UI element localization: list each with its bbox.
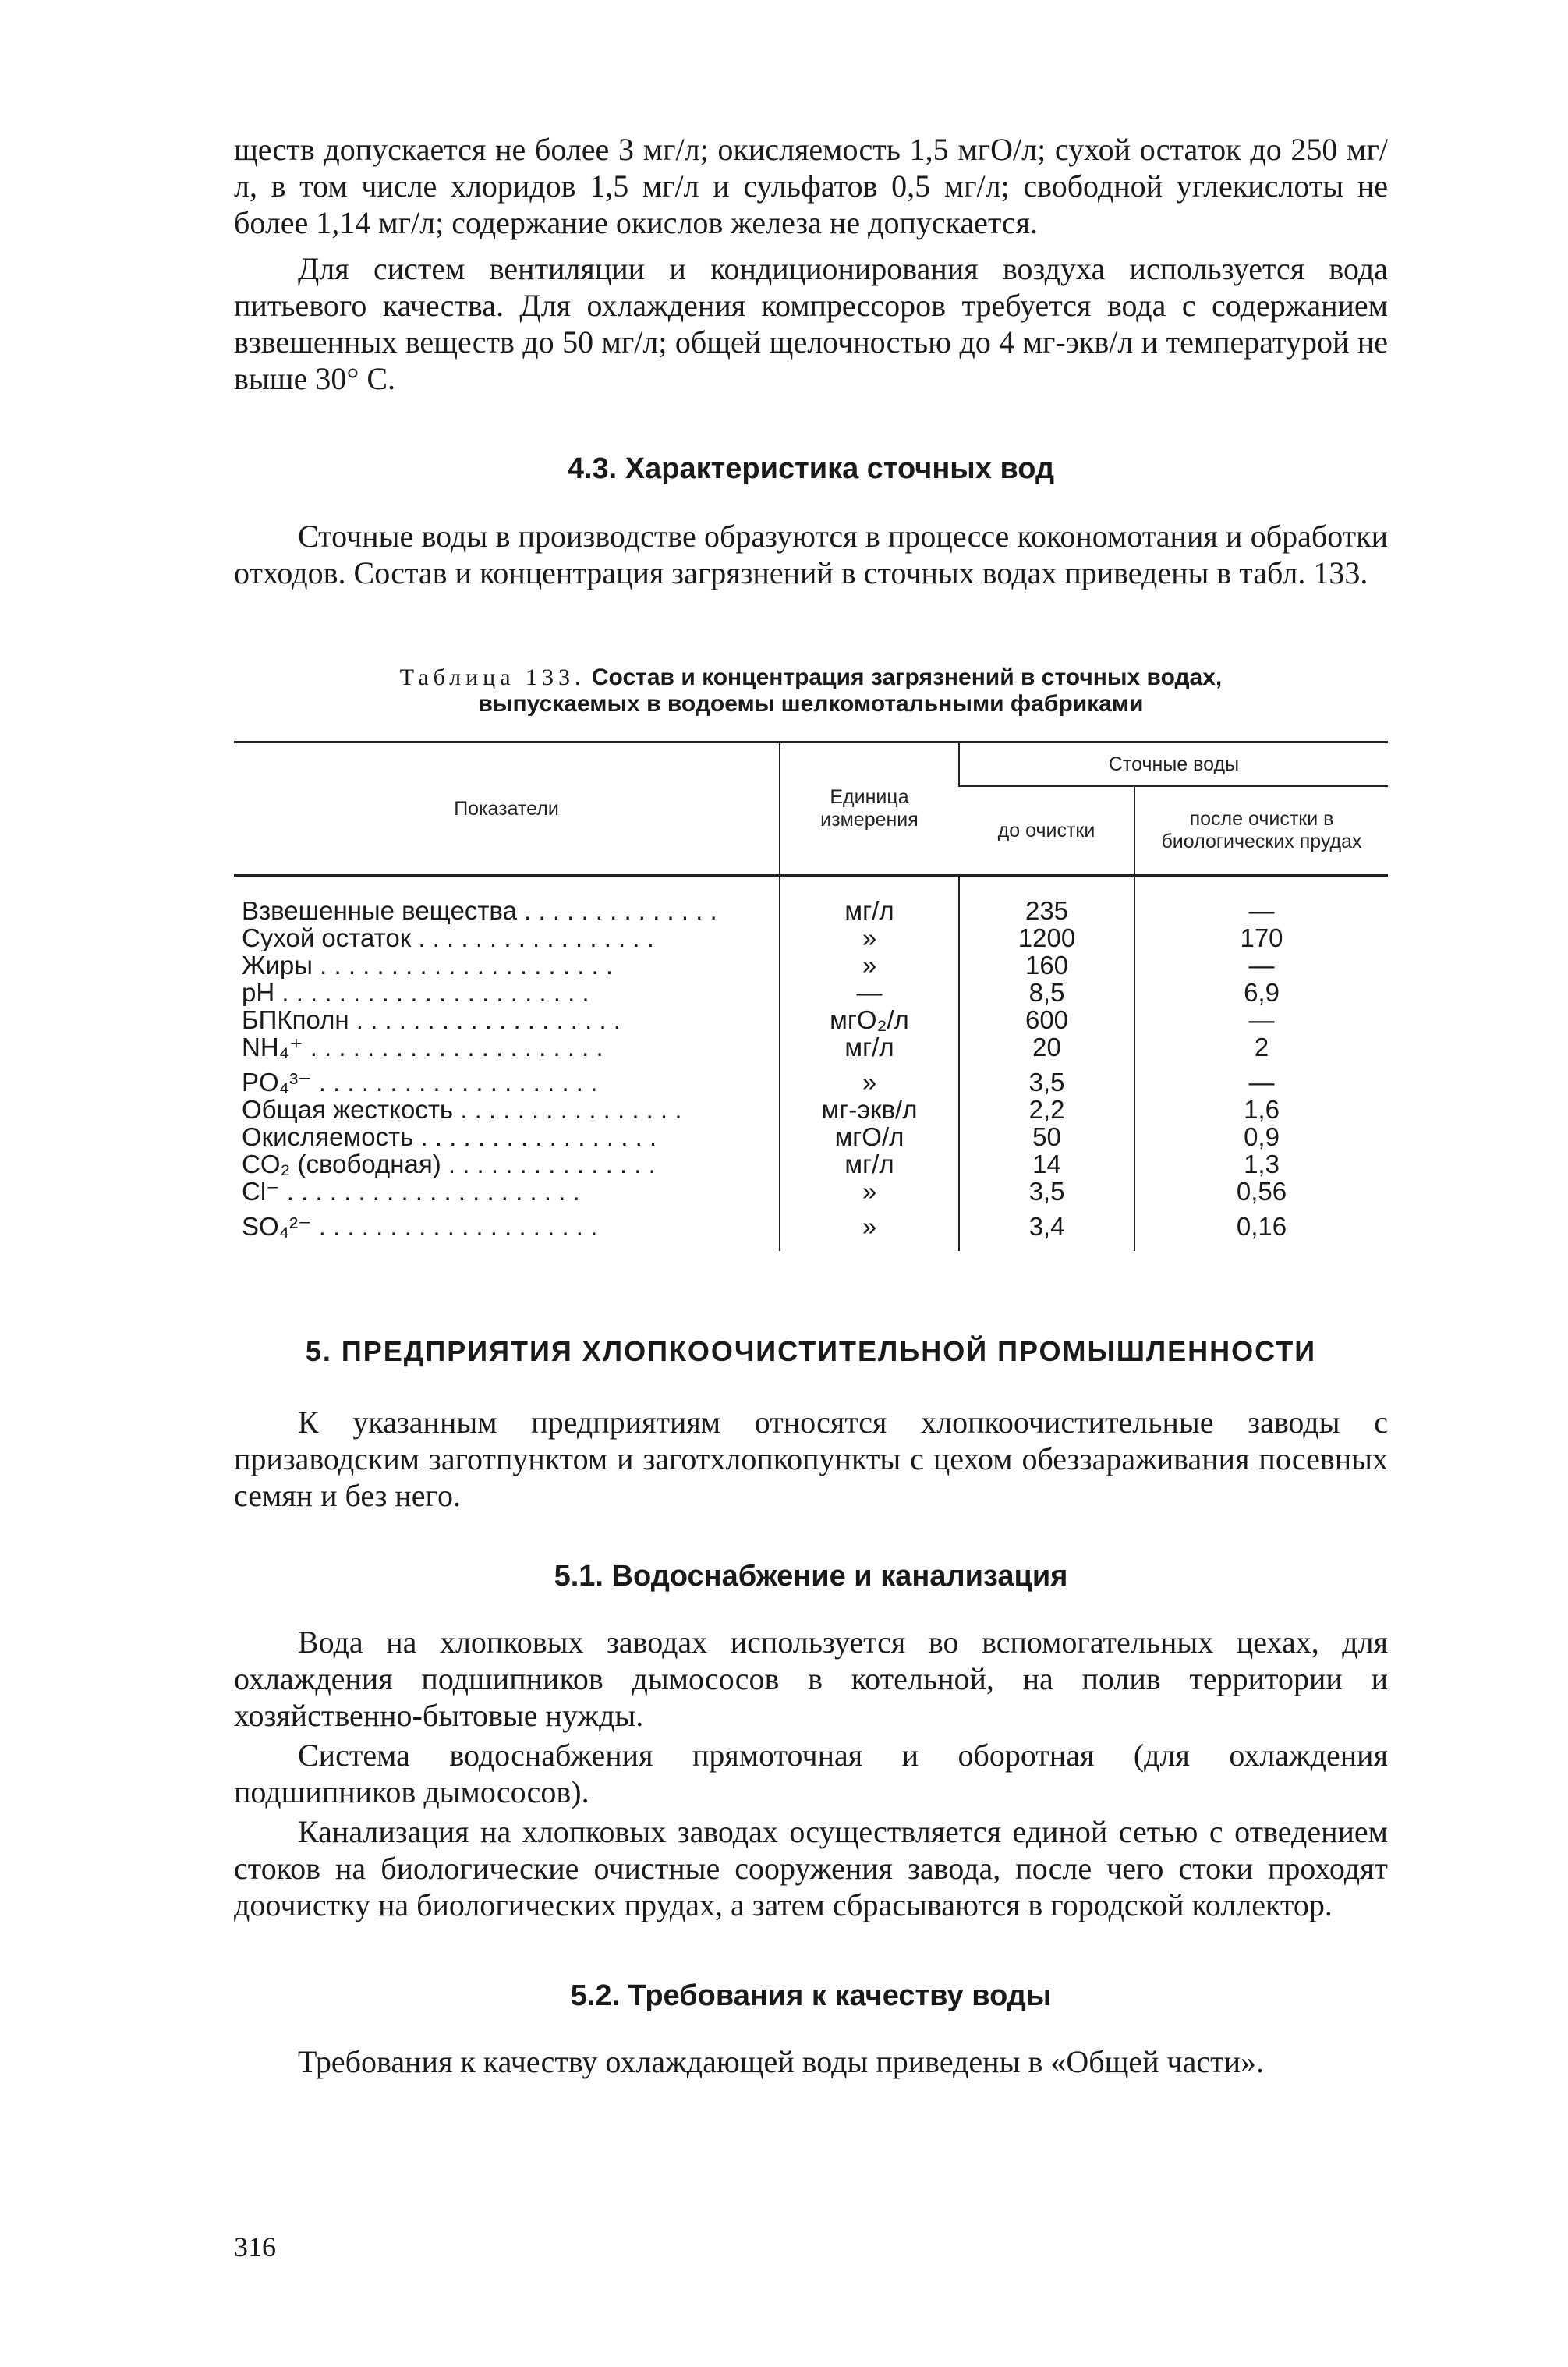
table-row: Окисляемость . . . . . . . . . . . . . . . . . мгО/л 50 0,9 [234,1123,1388,1150]
table-caption-line-2: выпускаемых в водоемы шелкомотальными фабриками [478,691,1144,717]
header-unit: Единица измерения [780,742,959,876]
page-number: 316 [234,2231,276,2262]
table-row: Взвешенные вещества . . . . . . . . . . . . . . мг/л 235 — [234,897,1388,924]
paragraph-sewerage: Канализация на хлопковых заводах осуществляется единой сетью с отведением стоков на биологические очистные сооружения завода, после чего стоки проходят доочистку на биологических прудах, а затем сбрасываются в городской коллектор. [234,1814,1388,1922]
paragraph-water-use: Вода на хлопковых заводах используется во вспомогательных цехах, для охлаждения подшипников дымососов в котельной, на полив территории и хозяйственно-бытовые нужды. [234,1625,1388,1733]
table-caption-label: Таблица 133. [399,664,586,690]
table-row: Сухой остаток . . . . . . . . . . . . . . . . . » 1200 170 [234,924,1388,951]
table-row: NH₄⁺ . . . . . . . . . . . . . . . . . . . . . мг/л 20 2 [234,1033,1388,1061]
pollution-table [234,741,1388,1251]
section-heading-4-3: 4.3. Характеристика сточных вод [567,452,1055,485]
header-wastewater: Сточные воды [959,742,1388,787]
paragraph-wastewater: Сточные воды в производстве образуются в процессе кокономотания и обработки отходов. Состав и концентрация загрязнений в сточных водах приведены в табл. 133. [234,519,1388,590]
header-after-treatment: после очистки в биологических прудах [1134,786,1388,876]
table-caption-line-1: Состав и концентрация загрязнений в сточных водах, [591,664,1223,690]
header-before-treatment: до очистки [959,786,1134,876]
paragraph-cooling-water: Требования к качеству охлаждающей воды приведены в «Общей части». [298,2044,1265,2079]
table-row: pH . . . . . . . . . . . . . . . . . . . . . . — 8,5 6,9 [234,979,1388,1006]
table-row: БПКполн . . . . . . . . . . . . . . . . . . . мгО₂/л 600 — [234,1006,1388,1033]
table-row: SO₄²⁻ . . . . . . . . . . . . . . . . . . . . » 3,4 0,16 [234,1205,1388,1251]
section-heading-5-2: 5.2. Требования к качеству воды [570,1979,1052,2012]
table-caption [234,664,1388,718]
header-indicator: Показатели [234,742,780,876]
section-heading-5: 5. ПРЕДПРИЯТИЯ ХЛОПКООЧИСТИТЕЛЬНОЙ ПРОМЫШЛЕННОСТИ [305,1335,1317,1367]
table-row: Жиры . . . . . . . . . . . . . . . . . . . . . » 160 — [234,951,1388,979]
table-row: Cl⁻ . . . . . . . . . . . . . . . . . . . . . » 3,5 0,56 [234,1178,1388,1205]
table-row: PO₄³⁻ . . . . . . . . . . . . . . . . . . . . » 3,5 — [234,1061,1388,1096]
paragraph-enterprises: К указанным предприятиям относятся хлопкоочистительные заводы с призаводским заготпунктом и заготхлопкопункты с цехом обеззараживания посевных семян и без него. [234,1405,1388,1513]
table-row: Общая жесткость . . . . . . . . . . . . . . . . мг-экв/л 2,2 1,6 [234,1096,1388,1123]
paragraph-ventilation: Для систем вентиляции и кондиционирования воздуха используется вода питьевого качества. Для охлаждения компрессоров требуется вода с содержанием взвешенных веществ до 50 мг/л; общей щелочностью до 4 мг-экв/л и температурой не выше 30° С. [234,251,1388,396]
section-heading-5-1: 5.1. Водоснабжение и канализация [554,1560,1068,1593]
paragraph-water-supply-system: Система водоснабжения прямоточная и оборотная (для охлаждения подшипников дымососов). [234,1738,1388,1809]
table-row: CO₂ (свободная) . . . . . . . . . . . . . . . мг/л 14 1,3 [234,1150,1388,1178]
paragraph-continuation: ществ допускается не более 3 мг/л; окисляемость 1,5 мгО/л; сухой остаток до 250 мг/л, в том числе хлоридов 1,5 мг/л и сульфатов 0,5 мг/л; свободной углекислоты не более 1,14 мг/л; содержание окислов железа не допускается. [234,132,1388,240]
